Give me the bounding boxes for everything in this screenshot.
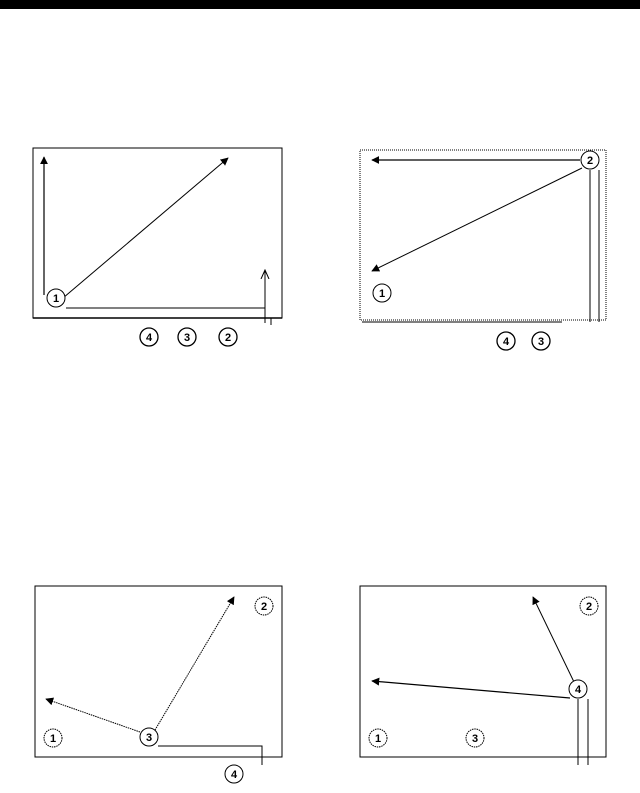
panel-2-arrow-diagonal — [372, 168, 582, 271]
panel-1-marker-2 — [219, 328, 237, 346]
panel-2-marker-2-label: 2 — [586, 155, 594, 167]
panel-2-marker-3 — [532, 332, 550, 350]
panel-4-marker-4 — [569, 680, 587, 698]
panel-3-frame — [35, 586, 282, 757]
panel-2 — [360, 150, 606, 350]
panel-2-frame — [360, 150, 606, 320]
panel-3-marker-4 — [225, 765, 243, 783]
panel-3 — [35, 586, 282, 783]
panel-4-marker-3 — [466, 729, 484, 747]
panel-2-marker-1-label: 1 — [378, 288, 386, 300]
panel-3-arrow-up-right — [155, 597, 234, 730]
panel-3-marker-3-label: 3 — [145, 732, 153, 744]
panel-1-marker-1 — [47, 289, 65, 307]
panel-4-marker-1 — [369, 729, 387, 747]
panel-2-marker-1 — [373, 284, 391, 302]
panel-1 — [33, 148, 282, 346]
panel-1-frame — [33, 148, 282, 318]
panel-2-marker-4-label: 4 — [502, 336, 510, 348]
panel-3-marker-1-label: 1 — [49, 733, 57, 745]
panel-1-marker-3-label: 3 — [183, 332, 191, 344]
panel-3-marker-3 — [140, 728, 158, 746]
panel-4-marker-2-label: 2 — [585, 601, 593, 613]
panel-2-marker-3-label: 3 — [537, 336, 545, 348]
panel-4-arrow-up — [533, 597, 574, 682]
panel-2-marker-4 — [497, 332, 515, 350]
panel-4-marker-1-label: 1 — [374, 733, 382, 745]
panel-3-marker-1 — [44, 729, 62, 747]
panel-4-marker-4-label: 4 — [574, 684, 582, 696]
panel-2-marker-2 — [581, 151, 599, 169]
panel-3-marker-2-label: 2 — [260, 601, 268, 613]
panel-1-arrow-diagonal — [63, 158, 228, 298]
panel-1-marker-2-label: 2 — [224, 332, 232, 344]
panel-3-marker-4-label: 4 — [230, 769, 238, 781]
panel-3-arrow-up-left — [46, 699, 140, 732]
panel-1-marker-1-label: 1 — [52, 293, 60, 305]
panel-4-marker-3-label: 3 — [471, 733, 479, 745]
panel-3-marker-2 — [255, 597, 273, 615]
panel-4-arrow-left — [372, 681, 570, 698]
panel-3-path-right — [158, 746, 262, 765]
panel-1-marker-4 — [140, 328, 158, 346]
panel-1-marker-3 — [178, 328, 196, 346]
panel-1-marker-4-label: 4 — [145, 332, 153, 344]
panel-1-path-right — [66, 308, 265, 323]
panel-4 — [360, 586, 606, 765]
panel-4-marker-2 — [580, 597, 598, 615]
